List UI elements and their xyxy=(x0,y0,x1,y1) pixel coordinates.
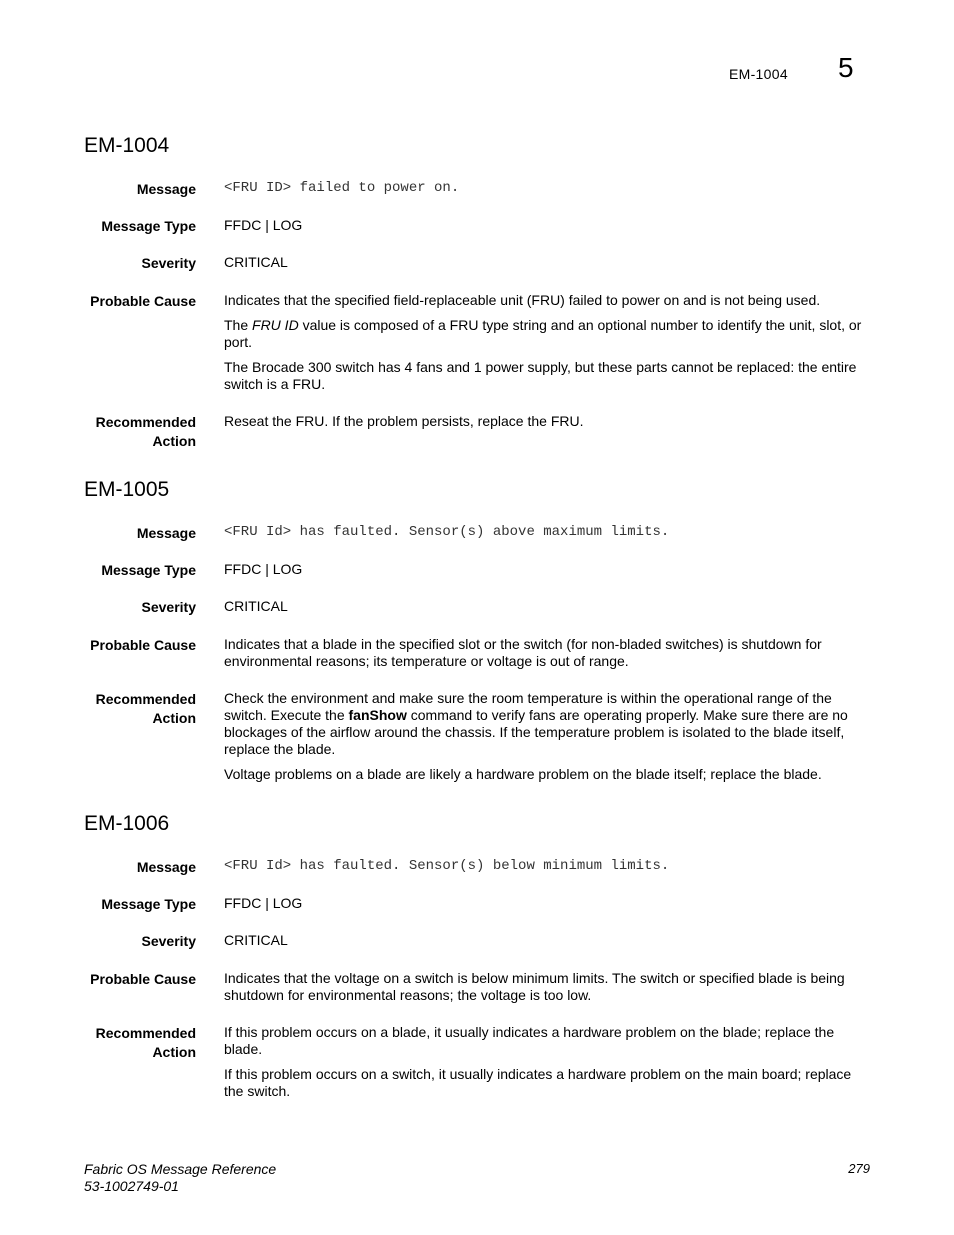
severity-label: Severity xyxy=(141,933,196,949)
message-text: <FRU Id> has faulted. Sensor(s) below minimum limits. xyxy=(224,858,670,874)
message-label: Message xyxy=(136,181,196,197)
command-name: fanShow xyxy=(348,707,407,723)
recommended-action-label: Recommended Action xyxy=(95,414,196,449)
paragraph: Indicates that the voltage on a switch is below minimum limits. The switch or specified blade is being shutdown for environmental reasons; the voltage is too low. xyxy=(224,970,845,1003)
paragraph: If this problem occurs on a blade, it usually indicates a hardware problem on the blade; replace the blade. xyxy=(224,1024,835,1057)
paragraph: Indicates that the specified field-replaceable unit (FRU) failed to power on and is not being used. xyxy=(224,292,821,308)
probable-cause-label: Probable Cause xyxy=(90,971,196,987)
message-section xyxy=(84,133,874,449)
paragraph: Indicates that a blade in the specified slot or the switch (for non-bladed switches) is shutdown for environmental reasons; its temperature or voltage is out of range. xyxy=(224,636,822,669)
severity-value: CRITICAL xyxy=(224,932,288,948)
recommended-action-label: Recommended Action xyxy=(95,1025,196,1060)
message-section xyxy=(84,477,874,782)
paragraph: Check the environment and make sure the room temperature is within the operational range of the switch. Execute the fanShow command to verify fans are operating properly. Make sure there are no blockages of the airflow around the chassis. If the temperature problem is isolated to the blade itself, replace the blade. xyxy=(224,690,848,757)
footer-document-title: Fabric OS Message Reference xyxy=(84,1161,277,1177)
section-title: EM-1006 xyxy=(84,812,170,835)
message-type-label: Message Type xyxy=(101,218,196,234)
italic-term: FRU ID xyxy=(252,317,299,333)
severity-label: Severity xyxy=(141,255,196,271)
message-section xyxy=(84,811,874,1099)
recommended-action-label: Recommended Action xyxy=(95,691,196,726)
paragraph: If this problem occurs on a switch, it usually indicates a hardware problem on the main board; replace the switch. xyxy=(224,1066,852,1099)
probable-cause-text xyxy=(224,636,874,678)
chapter-number: 5 xyxy=(838,52,854,83)
section-title: EM-1004 xyxy=(84,134,170,157)
running-header-code: EM-1004 xyxy=(729,66,788,82)
severity-value: CRITICAL xyxy=(224,254,288,270)
message-label: Message xyxy=(136,859,196,875)
recommended-action-text xyxy=(224,690,874,791)
page-number: 279 xyxy=(848,1161,870,1176)
message-type-value: FFDC | LOG xyxy=(224,561,303,577)
message-text: <FRU ID> failed to power on. xyxy=(224,180,460,196)
recommended-action-text xyxy=(224,413,874,438)
message-text: <FRU Id> has faulted. Sensor(s) above maximum limits. xyxy=(224,524,670,540)
footer-document-number: 53-1002749-01 xyxy=(84,1178,179,1194)
paragraph: The Brocade 300 switch has 4 fans and 1 power supply, but these parts cannot be replaced: the entire switch is a FRU. xyxy=(224,359,857,392)
paragraph: The FRU ID value is composed of a FRU type string and an optional number to identify the unit, slot, or port. xyxy=(224,317,862,350)
message-type-value: FFDC | LOG xyxy=(224,217,303,233)
message-type-value: FFDC | LOG xyxy=(224,895,303,911)
paragraph: Reseat the FRU. If the problem persists, replace the FRU. xyxy=(224,413,584,429)
probable-cause-text xyxy=(224,292,874,401)
message-type-label: Message Type xyxy=(101,562,196,578)
message-type-label: Message Type xyxy=(101,896,196,912)
recommended-action-text xyxy=(224,1024,874,1108)
severity-label: Severity xyxy=(141,599,196,615)
message-label: Message xyxy=(136,525,196,541)
section-title: EM-1005 xyxy=(84,478,170,501)
probable-cause-label: Probable Cause xyxy=(90,637,196,653)
severity-value: CRITICAL xyxy=(224,598,288,614)
probable-cause-label: Probable Cause xyxy=(90,293,196,309)
paragraph: Voltage problems on a blade are likely a hardware problem on the blade itself; replace the blade. xyxy=(224,766,822,782)
probable-cause-text xyxy=(224,970,874,1012)
